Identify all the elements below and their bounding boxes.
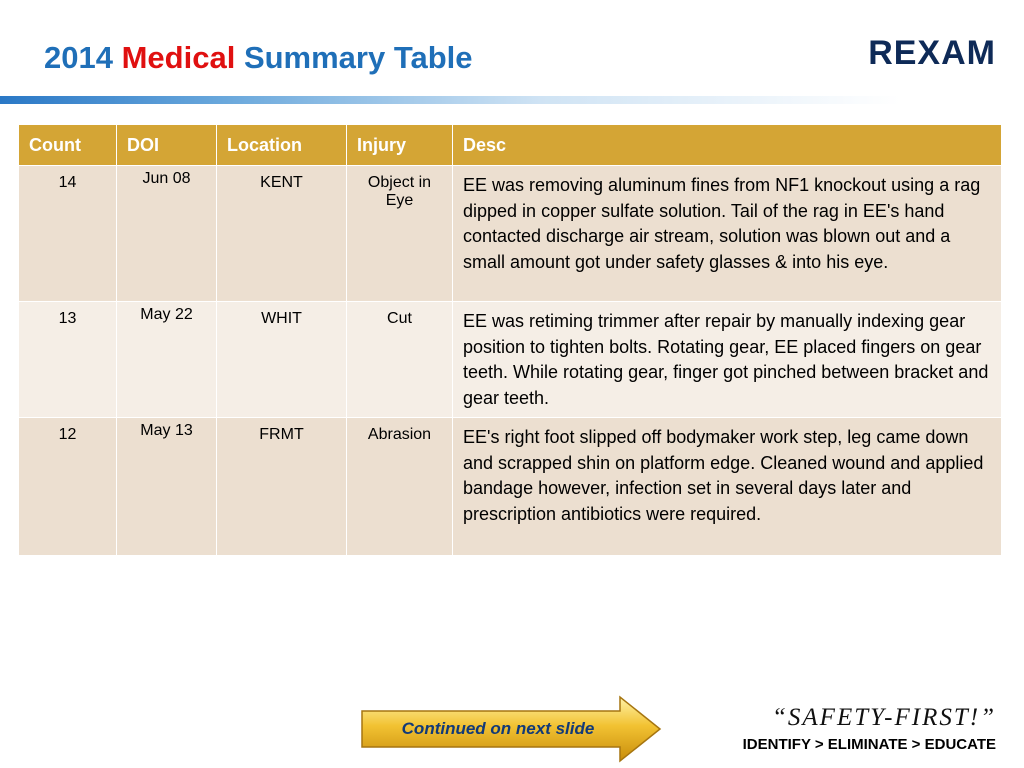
title-accent: Medical [121,40,236,75]
cell-location: KENT [217,166,347,302]
table-row [19,418,1002,556]
cell-count: 12 [19,418,117,556]
cell-doi: Jun 08 [117,166,217,302]
table-row [19,166,1002,302]
table-row [19,302,1002,418]
safety-slogan [743,704,996,753]
page-title [44,40,473,76]
slogan-main: “SAFETY-FIRST!” [772,704,996,731]
cell-count: 13 [19,302,117,418]
cell-injury: Cut [347,302,453,418]
slogan-tagline: IDENTIFY > ELIMINATE > EDUCATE [742,736,996,753]
cell-injury: Abrasion [347,418,453,556]
title-year: 2014 [44,40,113,75]
medical-summary-table [18,124,1002,556]
cell-desc: EE's right foot slipped off bodymaker work step, leg came down and scrapped shin on platform edge. Cleaned wound and applied bandage however, infection set in several days later and prescription antibiotics were required. [453,418,1002,556]
cell-injury: Object in Eye [347,166,453,302]
header-injury: Injury [347,125,453,166]
header-desc: Desc [453,125,1002,166]
logo-text: REXAM [868,34,996,72]
cell-location: WHIT [217,302,347,418]
title-rule [0,96,900,104]
cell-desc: EE was retiming trimmer after repair by manually indexing gear position to tighten bolts. Rotating gear, EE placed fingers on gear teeth. While rotating gear, finger got pinched between bracket and gear teeth. [453,302,1002,418]
continued-arrow-button[interactable] [358,694,664,764]
title-suffix: Summary Table [243,40,473,75]
cell-doi: May 13 [117,418,217,556]
rexam-logo [868,34,996,73]
header-count: Count [19,125,117,166]
header-doi: DOI [117,125,217,166]
cell-desc: EE was removing aluminum fines from NF1 knockout using a rag dipped in copper sulfate solution. Tail of the rag in EE's hand contacted discharge air stream, solution was blown out and a small amount got under safety glasses & into his eye. [453,166,1002,302]
table-header-row [19,125,1002,166]
cell-count: 14 [19,166,117,302]
header-location: Location [217,125,347,166]
cell-doi: May 22 [117,302,217,418]
cell-location: FRMT [217,418,347,556]
continued-label: Continued on next slide [401,719,595,738]
